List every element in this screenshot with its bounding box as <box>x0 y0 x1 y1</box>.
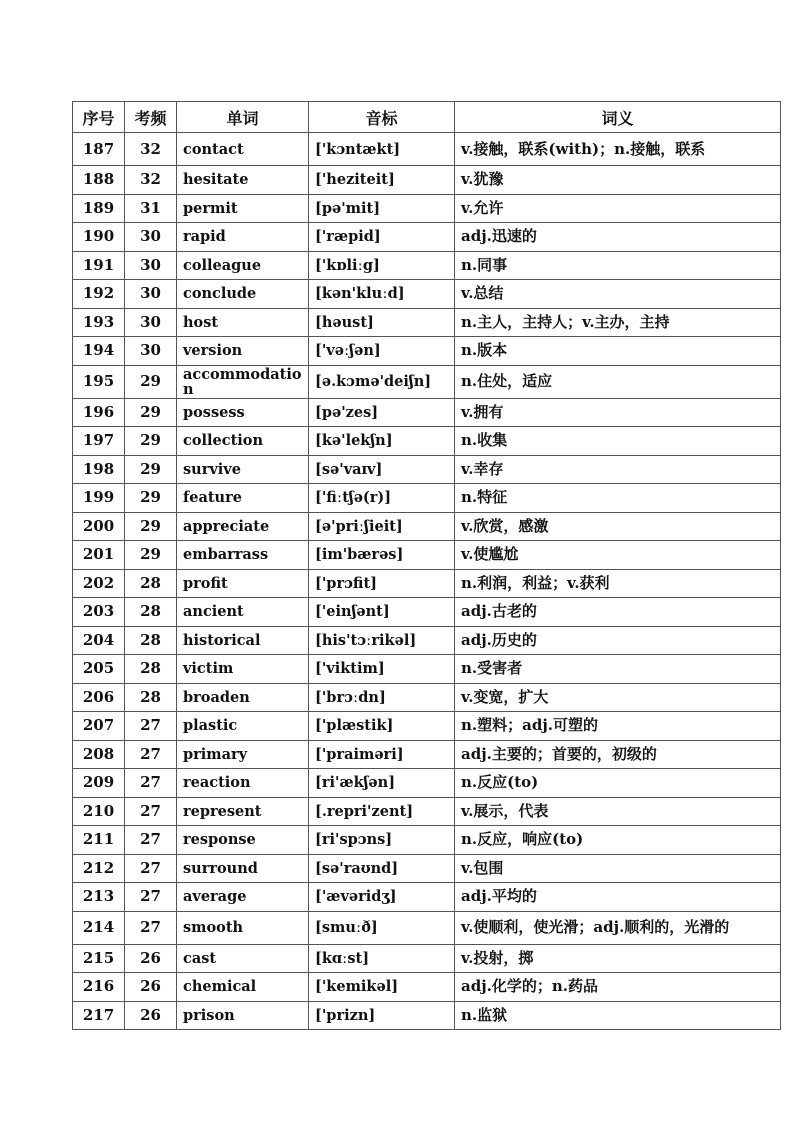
row-meaning: v.使顺利，使光滑；adj.顺利的，光滑的 <box>455 911 781 944</box>
table-row <box>73 365 781 398</box>
row-phonetic: [im'bærəs] <box>309 541 455 570</box>
row-word: response <box>177 826 309 855</box>
row-phonetic: ['kɒliːg] <box>309 251 455 280</box>
row-word: collection <box>177 427 309 456</box>
row-frequency: 29 <box>125 398 177 427</box>
row-number: 208 <box>73 740 125 769</box>
row-frequency: 26 <box>125 944 177 973</box>
row-frequency: 30 <box>125 251 177 280</box>
row-frequency: 30 <box>125 280 177 309</box>
row-word: cast <box>177 944 309 973</box>
row-frequency: 29 <box>125 541 177 570</box>
row-phonetic: [kɑːst] <box>309 944 455 973</box>
row-meaning: v.包围 <box>455 854 781 883</box>
row-meaning: n.同事 <box>455 251 781 280</box>
row-frequency: 27 <box>125 740 177 769</box>
row-meaning: v.犹豫 <box>455 166 781 195</box>
table-row <box>73 484 781 513</box>
row-number: 216 <box>73 973 125 1002</box>
row-word: permit <box>177 194 309 223</box>
row-frequency: 30 <box>125 308 177 337</box>
row-number: 199 <box>73 484 125 513</box>
row-frequency: 27 <box>125 769 177 798</box>
table-row <box>73 280 781 309</box>
table-row <box>73 1001 781 1030</box>
row-phonetic: ['brɔːdn] <box>309 683 455 712</box>
row-meaning: n.住处，适应 <box>455 365 781 398</box>
table-row <box>73 455 781 484</box>
row-phonetic: [sə'raʊnd] <box>309 854 455 883</box>
table-row <box>73 826 781 855</box>
row-frequency: 30 <box>125 223 177 252</box>
row-word: victim <box>177 655 309 684</box>
row-frequency: 27 <box>125 883 177 912</box>
row-frequency: 27 <box>125 826 177 855</box>
row-number: 193 <box>73 308 125 337</box>
row-meaning: n.特征 <box>455 484 781 513</box>
row-frequency: 28 <box>125 626 177 655</box>
row-word: hesitate <box>177 166 309 195</box>
row-number: 197 <box>73 427 125 456</box>
row-phonetic: ['viktim] <box>309 655 455 684</box>
row-number: 209 <box>73 769 125 798</box>
header-number: 序号 <box>73 102 125 133</box>
row-frequency: 27 <box>125 712 177 741</box>
header-meaning: 词义 <box>455 102 781 133</box>
row-meaning: v.投射，掷 <box>455 944 781 973</box>
row-frequency: 27 <box>125 797 177 826</box>
row-meaning: n.反应(to) <box>455 769 781 798</box>
row-frequency: 31 <box>125 194 177 223</box>
row-phonetic: ['kemikəl] <box>309 973 455 1002</box>
row-meaning: v.使尴尬 <box>455 541 781 570</box>
table-row <box>73 655 781 684</box>
row-phonetic: [ə.kɔmə'deiʃn] <box>309 365 455 398</box>
row-frequency: 28 <box>125 683 177 712</box>
row-number: 207 <box>73 712 125 741</box>
row-word: plastic <box>177 712 309 741</box>
row-number: 206 <box>73 683 125 712</box>
row-number: 198 <box>73 455 125 484</box>
row-word: reaction <box>177 769 309 798</box>
table-row <box>73 769 781 798</box>
row-number: 188 <box>73 166 125 195</box>
row-phonetic: [his'tɔːrikəl] <box>309 626 455 655</box>
row-phonetic: ['plæstik] <box>309 712 455 741</box>
row-number: 191 <box>73 251 125 280</box>
row-word: broaden <box>177 683 309 712</box>
row-frequency: 28 <box>125 569 177 598</box>
row-word: smooth <box>177 911 309 944</box>
row-frequency: 28 <box>125 655 177 684</box>
row-word: version <box>177 337 309 366</box>
row-meaning: v.欣赏，感激 <box>455 512 781 541</box>
row-number: 202 <box>73 569 125 598</box>
row-frequency: 27 <box>125 854 177 883</box>
row-word: survive <box>177 455 309 484</box>
row-word: appreciate <box>177 512 309 541</box>
table-row <box>73 308 781 337</box>
table-row <box>73 598 781 627</box>
table-row <box>73 911 781 944</box>
row-number: 204 <box>73 626 125 655</box>
row-meaning: v.接触，联系(with)；n.接触，联系 <box>455 133 781 166</box>
row-number: 194 <box>73 337 125 366</box>
row-number: 213 <box>73 883 125 912</box>
row-meaning: n.主人，主持人；v.主办，主持 <box>455 308 781 337</box>
row-number: 215 <box>73 944 125 973</box>
header-row <box>73 102 781 133</box>
row-phonetic: [ə'priːʃieit] <box>309 512 455 541</box>
table-row <box>73 223 781 252</box>
table-row <box>73 797 781 826</box>
row-frequency: 32 <box>125 166 177 195</box>
row-meaning: n.收集 <box>455 427 781 456</box>
table-row <box>73 512 781 541</box>
row-meaning: v.总结 <box>455 280 781 309</box>
row-phonetic: [pə'mit] <box>309 194 455 223</box>
row-meaning: n.受害者 <box>455 655 781 684</box>
table-body <box>73 133 781 1030</box>
row-number: 187 <box>73 133 125 166</box>
row-meaning: adj.迅速的 <box>455 223 781 252</box>
header-frequency: 考频 <box>125 102 177 133</box>
row-number: 192 <box>73 280 125 309</box>
row-word: profit <box>177 569 309 598</box>
row-phonetic: ['ævəridʒ] <box>309 883 455 912</box>
row-frequency: 30 <box>125 337 177 366</box>
table-row <box>73 854 781 883</box>
row-frequency: 32 <box>125 133 177 166</box>
table-row <box>73 194 781 223</box>
row-meaning: n.利润，利益；v.获利 <box>455 569 781 598</box>
row-number: 201 <box>73 541 125 570</box>
row-number: 205 <box>73 655 125 684</box>
table-header <box>73 102 781 133</box>
row-number: 196 <box>73 398 125 427</box>
table-row <box>73 973 781 1002</box>
row-word: historical <box>177 626 309 655</box>
row-meaning: v.变宽，扩大 <box>455 683 781 712</box>
row-phonetic: [sə'vaɪv] <box>309 455 455 484</box>
row-number: 217 <box>73 1001 125 1030</box>
table-row <box>73 398 781 427</box>
row-number: 203 <box>73 598 125 627</box>
row-word: colleague <box>177 251 309 280</box>
table-row <box>73 626 781 655</box>
row-frequency: 26 <box>125 973 177 1002</box>
table-row <box>73 133 781 166</box>
row-word: rapid <box>177 223 309 252</box>
row-word: primary <box>177 740 309 769</box>
row-word: embarrass <box>177 541 309 570</box>
row-number: 189 <box>73 194 125 223</box>
row-meaning: n.塑料；adj.可塑的 <box>455 712 781 741</box>
row-word: host <box>177 308 309 337</box>
row-word: feature <box>177 484 309 513</box>
row-meaning: adj.主要的；首要的，初级的 <box>455 740 781 769</box>
row-frequency: 29 <box>125 455 177 484</box>
row-meaning: n.版本 <box>455 337 781 366</box>
table-row <box>73 541 781 570</box>
row-number: 214 <box>73 911 125 944</box>
row-meaning: adj.平均的 <box>455 883 781 912</box>
row-word: ancient <box>177 598 309 627</box>
row-frequency: 29 <box>125 365 177 398</box>
row-phonetic: [smuːð] <box>309 911 455 944</box>
row-meaning: v.展示，代表 <box>455 797 781 826</box>
row-phonetic: [pə'zes] <box>309 398 455 427</box>
table-row <box>73 944 781 973</box>
row-number: 200 <box>73 512 125 541</box>
row-number: 195 <box>73 365 125 398</box>
row-word: chemical <box>177 973 309 1002</box>
row-meaning: adj.古老的 <box>455 598 781 627</box>
row-word: possess <box>177 398 309 427</box>
row-phonetic: ['fiːtʃə(r)] <box>309 484 455 513</box>
row-phonetic: [kə'lekʃn] <box>309 427 455 456</box>
row-phonetic: ['heziteit] <box>309 166 455 195</box>
row-phonetic: ['prɔfit] <box>309 569 455 598</box>
row-frequency: 29 <box>125 484 177 513</box>
row-meaning: n.反应，响应(to) <box>455 826 781 855</box>
row-word: contact <box>177 133 309 166</box>
header-phonetic: 音标 <box>309 102 455 133</box>
row-number: 212 <box>73 854 125 883</box>
row-phonetic: ['vəːʃən] <box>309 337 455 366</box>
row-phonetic: [kən'kluːd] <box>309 280 455 309</box>
row-frequency: 27 <box>125 911 177 944</box>
row-meaning: n.监狱 <box>455 1001 781 1030</box>
row-phonetic: ['prizn] <box>309 1001 455 1030</box>
row-phonetic: ['kɔntækt] <box>309 133 455 166</box>
table-row <box>73 740 781 769</box>
row-frequency: 29 <box>125 512 177 541</box>
vocabulary-table <box>72 101 781 1030</box>
row-number: 210 <box>73 797 125 826</box>
table-row <box>73 683 781 712</box>
table-row <box>73 712 781 741</box>
row-phonetic: ['einʃənt] <box>309 598 455 627</box>
header-word: 单词 <box>177 102 309 133</box>
row-phonetic: [ri'spɔns] <box>309 826 455 855</box>
row-phonetic: [həust] <box>309 308 455 337</box>
row-phonetic: [.repri'zent] <box>309 797 455 826</box>
row-meaning: v.允许 <box>455 194 781 223</box>
row-meaning: v.幸存 <box>455 455 781 484</box>
row-word: prison <box>177 1001 309 1030</box>
row-number: 190 <box>73 223 125 252</box>
row-word: represent <box>177 797 309 826</box>
row-phonetic: ['ræpid] <box>309 223 455 252</box>
row-word: accommodation <box>177 365 309 398</box>
row-meaning: adj.化学的；n.药品 <box>455 973 781 1002</box>
row-phonetic: [ri'ækʃən] <box>309 769 455 798</box>
row-number: 211 <box>73 826 125 855</box>
row-frequency: 26 <box>125 1001 177 1030</box>
table-row <box>73 883 781 912</box>
table-row <box>73 337 781 366</box>
row-frequency: 29 <box>125 427 177 456</box>
row-frequency: 28 <box>125 598 177 627</box>
row-meaning: adj.历史的 <box>455 626 781 655</box>
row-phonetic: ['praiməri] <box>309 740 455 769</box>
row-meaning: v.拥有 <box>455 398 781 427</box>
row-word: surround <box>177 854 309 883</box>
row-word: conclude <box>177 280 309 309</box>
table-row <box>73 569 781 598</box>
row-word: average <box>177 883 309 912</box>
table-row <box>73 166 781 195</box>
table-row <box>73 251 781 280</box>
table-row <box>73 427 781 456</box>
